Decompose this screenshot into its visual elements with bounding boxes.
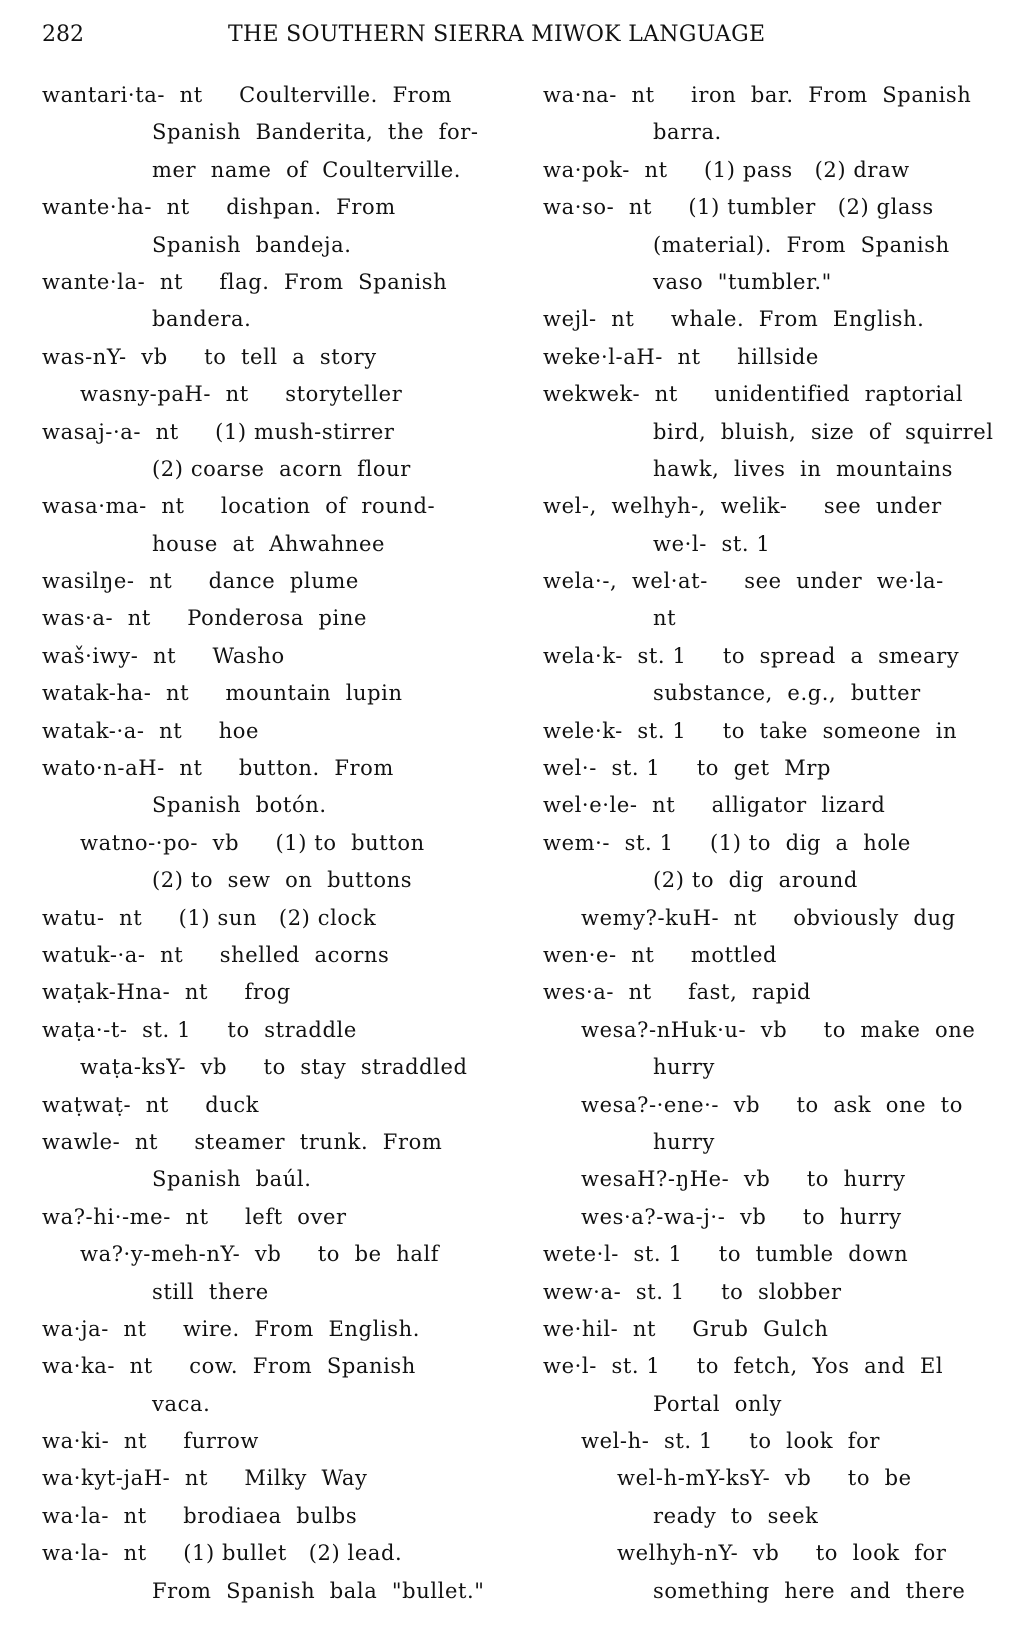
- entry-continuation: wemy?-kuH- nt obviously dug: [581, 905, 956, 930]
- entry-continuation: Portal only: [653, 1391, 782, 1416]
- entry-continuation: substance, e.g., butter: [653, 681, 921, 706]
- entry-headline: watak-·a- nt hoe: [42, 718, 260, 743]
- entry-headline: wasilŋe- nt dance plume: [42, 569, 359, 594]
- entry-continuation: wesa?-nHuk·u- vb to make one: [581, 1017, 976, 1042]
- entry-continuation: hurry: [653, 1129, 715, 1154]
- entry-headline: wa·ka- nt cow. From Spanish: [42, 1354, 416, 1379]
- entry-continuation: wesa?-·ene·- vb to ask one to: [581, 1092, 963, 1117]
- entry-headline: we·hil- nt Grub Gulch: [543, 1316, 829, 1341]
- entry-continuation: hurry: [653, 1055, 715, 1080]
- entry-headline: wela·-, wel·at- see under we·la-: [543, 569, 944, 594]
- entry-headline: wel·e·le- nt alligator lizard: [543, 793, 886, 818]
- entry-headline: wa·ki- nt furrow: [42, 1429, 259, 1454]
- entry-headline: wel·- st. 1 to get Mrp: [543, 756, 832, 781]
- entry-continuation: bird, bluish, size of squirrel: [653, 419, 994, 444]
- entry-continuation: something here and there: [653, 1578, 966, 1603]
- entry-continuation: hawk, lives in mountains: [653, 456, 953, 481]
- entry-continuation: Spanish baúl.: [152, 1167, 312, 1192]
- left-column: [42, 77, 512, 1610]
- entry-headline: wa·kyt-jaH- nt Milky Way: [42, 1466, 368, 1491]
- entry-headline: weke·l-aH- nt hillside: [543, 344, 819, 369]
- running-title: THE SOUTHERN SIERRA MIWOK LANGUAGE: [228, 22, 766, 47]
- entry-headline: wen·e- nt mottled: [543, 942, 778, 967]
- entry-continuation: (material). From Spanish: [653, 232, 950, 257]
- entry-headline: waṭa·-t- st. 1 to straddle: [42, 1017, 357, 1042]
- entry-continuation: mer name of Coulterville.: [152, 157, 462, 182]
- entry-headline: was-nY- vb to tell a story: [42, 344, 377, 369]
- entry-headline: was·a- nt Ponderosa pine: [42, 606, 368, 631]
- entry-headline: watu- nt (1) sun (2) clock: [42, 905, 377, 930]
- entry-headline: wa·la- nt brodiaea bulbs: [42, 1503, 358, 1528]
- entry-continuation: wesaH?-ŋHe- vb to hurry: [581, 1167, 906, 1192]
- entry-headline: wa·so- nt (1) tumbler (2) glass: [543, 195, 934, 220]
- entry-continuation: Spanish Banderita, the for-: [152, 120, 479, 145]
- entry-headline: waš·iwy- nt Washo: [42, 643, 285, 668]
- entry-continuation: welhyh-nY- vb to look for: [617, 1541, 947, 1566]
- entry-continuation: nt: [653, 606, 677, 631]
- entry-headline: wasaj-·a- nt (1) mush-stirrer: [42, 419, 395, 444]
- entry-continuation: Spanish botón.: [152, 793, 327, 818]
- entry-headline: wa·na- nt iron bar. From Spanish: [543, 83, 972, 107]
- page-header: [0, 22, 1035, 54]
- entry-headline: wa·pok- nt (1) pass (2) draw: [543, 157, 910, 182]
- entry-continuation: watno-·po- vb (1) to button: [80, 830, 425, 855]
- entry-continuation: wa?·y-meh-nY- vb to be half: [80, 1242, 440, 1267]
- entry-headline: wela·k- st. 1 to spread a smeary: [543, 643, 960, 668]
- entry-continuation: (2) coarse acorn flour: [152, 456, 411, 481]
- entry-continuation: wel-h-mY-ksY- vb to be: [617, 1466, 912, 1491]
- entry-headline: wejl- nt whale. From English.: [543, 307, 925, 332]
- entry-headline: wante·ha- nt dishpan. From: [42, 195, 396, 220]
- entry-headline: waṭwaṭ- nt duck: [42, 1092, 260, 1117]
- entry-continuation: still there: [152, 1279, 269, 1304]
- entry-headline: wasa·ma- nt location of round-: [42, 494, 436, 519]
- right-column: [543, 77, 1023, 1610]
- entry-headline: wato·n-aH- nt button. From: [42, 756, 394, 781]
- entry-headline: waṭak-Hna- nt frog: [42, 980, 291, 1005]
- entry-continuation: wel-h- st. 1 to look for: [581, 1429, 881, 1454]
- entry-continuation: we·l- st. 1: [653, 531, 771, 556]
- entry-continuation: waṭa-ksY- vb to stay straddled: [80, 1055, 468, 1080]
- entry-continuation: barra.: [653, 120, 722, 145]
- entry-headline: wa·ja- nt wire. From English.: [42, 1316, 420, 1341]
- entry-continuation: (2) to dig around: [653, 868, 858, 893]
- entry-headline: wa?-hi·-me- nt left over: [42, 1204, 347, 1229]
- entry-continuation: vaca.: [152, 1391, 211, 1416]
- entry-headline: wes·a- nt fast, rapid: [543, 980, 812, 1005]
- entry-headline: wante·la- nt flag. From Spanish: [42, 269, 448, 294]
- entry-headline: wem·- st. 1 (1) to dig a hole: [543, 830, 911, 855]
- entry-continuation: wes·a?-wa-j·- vb to hurry: [581, 1204, 902, 1229]
- entry-headline: wawle- nt steamer trunk. From: [42, 1129, 443, 1154]
- entry-headline: wew·a- st. 1 to slobber: [543, 1279, 842, 1304]
- entry-continuation: Spanish bandeja.: [152, 232, 352, 257]
- entry-headline: watuk-·a- nt shelled acorns: [42, 942, 390, 967]
- page-number: 282: [42, 22, 84, 47]
- entry-headline: wele·k- st. 1 to take someone in: [543, 718, 958, 743]
- entry-continuation: From Spanish bala "bullet.": [152, 1578, 485, 1603]
- entry-headline: wete·l- st. 1 to tumble down: [543, 1242, 909, 1267]
- entry-headline: wa·la- nt (1) bullet (2) lead.: [42, 1541, 403, 1566]
- entry-continuation: ready to seek: [653, 1503, 819, 1528]
- entry-headline: wantari·ta- nt Coulterville. From: [42, 83, 453, 107]
- entry-continuation: bandera.: [152, 307, 252, 332]
- entry-continuation: (2) to sew on buttons: [152, 868, 413, 893]
- entry-headline: wekwek- nt unidentified raptorial: [543, 382, 964, 407]
- entry-continuation: wasny-paH- nt storyteller: [80, 382, 403, 407]
- entry-headline: wel-, welhyh-, welik- see under: [543, 494, 942, 519]
- entry-continuation: vaso "tumbler.": [653, 269, 832, 294]
- entry-headline: we·l- st. 1 to fetch, Yos and El: [543, 1354, 944, 1379]
- entry-headline: watak-ha- nt mountain lupin: [42, 681, 403, 706]
- entry-continuation: house at Ahwahnee: [152, 531, 386, 556]
